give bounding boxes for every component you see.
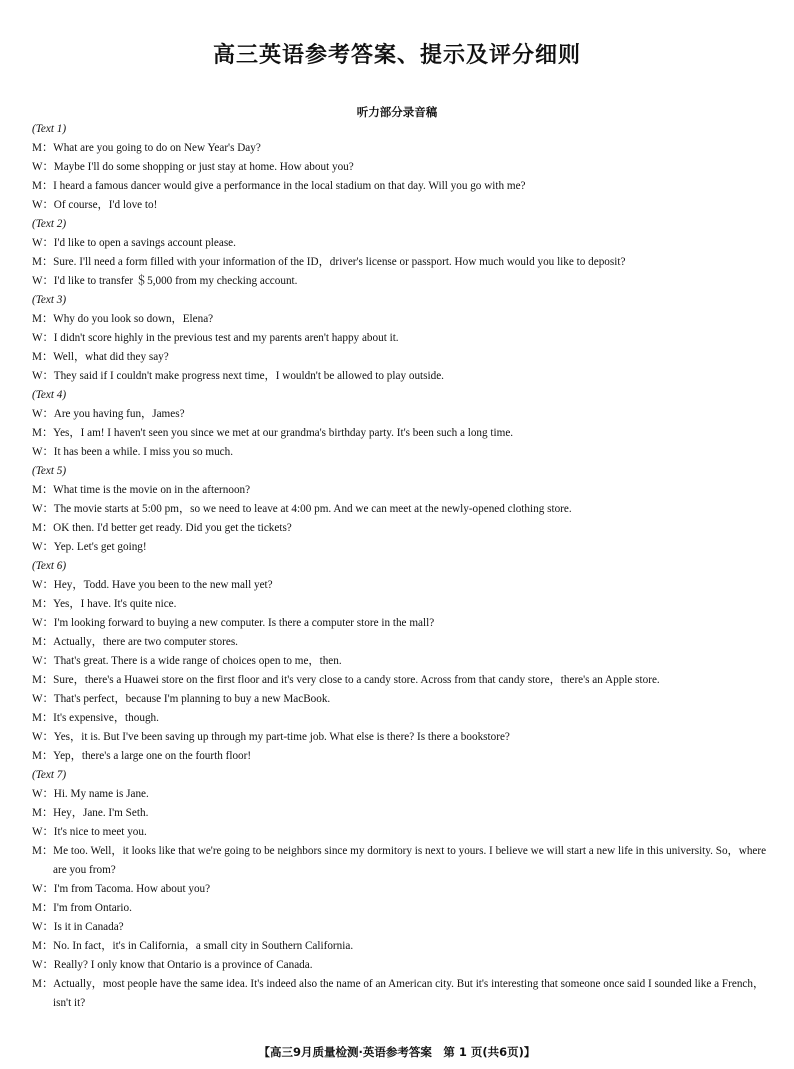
dialogue-line: M：Sure，there's a Huawei store on the first floor and it's very close to a candy store. Across from that candy store，there's an Apple store.: [32, 674, 660, 686]
text-section-header: (Text 2): [32, 218, 67, 230]
dialogue-line: W：That's great. There is a wide range of choices open to me，then.: [32, 655, 342, 667]
text-section-header: (Text 5): [32, 465, 67, 477]
dialogue-line: M：Hey，Jane. I'm Seth.: [32, 807, 149, 819]
dialogue-line: M：Yes，I have. It's quite nice.: [32, 598, 177, 610]
transcript: [32, 120, 772, 1013]
dialogue-line: M：Sure. I'll need a form filled with your information of the ID，driver's license or passport. How much would you like to deposit?: [32, 256, 626, 268]
dialogue-line: W：Yep. Let's get going!: [32, 541, 147, 553]
dialogue-line: W：They said if I couldn't make progress next time，I wouldn't be allowed to play outside.: [32, 370, 444, 382]
dialogue-line: W：Yes，it is. But I've been saving up through my part-time job. What else is there? Is there a bookstore?: [32, 731, 510, 743]
dialogue-line: M：Yes，I am! I haven't seen you since we met at our grandma's birthday party. It's been such a long time.: [32, 427, 514, 439]
dialogue-line: W：Hi. My name is Jane.: [32, 788, 149, 800]
dialogue-line: W：I didn't score highly in the previous test and my parents aren't happy about it.: [32, 332, 399, 344]
dialogue-line: W：I'm looking forward to buying a new computer. Is there a computer store in the mall?: [32, 617, 435, 629]
page-title: 高三英语参考答案、提示及评分细则: [212, 43, 581, 68]
text-section-header: (Text 7): [32, 769, 67, 781]
dialogue-line: M：Me too. Well，it looks like that we're going to be neighbors since my dormitory is next to yours. I believe we will start a new life in this university. So，where are you from?: [32, 845, 767, 876]
dialogue-line: W：That's perfect，because I'm planning to buy a new MacBook.: [32, 693, 331, 705]
dialogue-line: M：Yep，there's a large one on the fourth floor!: [32, 750, 252, 762]
dialogue-line: M：Why do you look so down，Elena?: [32, 313, 214, 325]
dialogue-line: M：I heard a famous dancer would give a performance in the local stadium on that day. Will you go with me?: [32, 180, 526, 192]
dialogue-line: W：I'd like to open a savings account please.: [32, 237, 236, 249]
dialogue-line: W：It has been a while. I miss you so much.: [32, 446, 234, 458]
text-section-header: (Text 6): [32, 560, 67, 572]
dialogue-line: W：The movie starts at 5:00 pm，so we need to leave at 4:00 pm. And we can meet at the newly-opened clothing store.: [32, 503, 572, 515]
dialogue-line: M：It's expensive，though.: [32, 712, 159, 724]
dialogue-line: M：What are you going to do on New Year's Day?: [32, 142, 261, 154]
dialogue-line: M：What time is the movie on in the afternoon?: [32, 484, 251, 496]
dialogue-line: M：Actually，there are two computer stores.: [32, 636, 238, 648]
dialogue-line: W：It's nice to meet you.: [32, 826, 147, 838]
dialogue-line: W：Is it in Canada?: [32, 921, 124, 933]
text-section-header: (Text 1): [32, 123, 67, 135]
dialogue-line: W：Are you having fun，James?: [32, 408, 185, 420]
dialogue-line: W：Maybe I'll do some shopping or just stay at home. How about you?: [32, 161, 354, 173]
text-section-header: (Text 4): [32, 389, 67, 401]
dialogue-line: M：Well，what did they say?: [32, 351, 169, 363]
page-footer: 【高三9月质量检测·英语参考答案 第 1 页(共6页)】: [258, 1045, 536, 1059]
text-section-header: (Text 3): [32, 294, 67, 306]
dialogue-line: W：I'd like to transfer ＄5,000 from my checking account.: [32, 275, 298, 287]
dialogue-line: M：I'm from Ontario.: [32, 902, 132, 914]
dialogue-line: W：Of course，I'd love to!: [32, 199, 158, 211]
dialogue-line: M：No. In fact，it's in California，a small city in Southern California.: [32, 940, 354, 952]
dialogue-line: W：Hey，Todd. Have you been to the new mall yet?: [32, 579, 273, 591]
section-title: 听力部分录音稿: [356, 105, 438, 119]
dialogue-line: W：I'm from Tacoma. How about you?: [32, 883, 211, 895]
dialogue-line: M：Actually，most people have the same idea. It's indeed also the name of an American city. But it's interesting that someone once said I sounded like a French，isn't it?: [32, 978, 765, 1009]
dialogue-line: M：OK then. I'd better get ready. Did you get the tickets?: [32, 522, 292, 534]
dialogue-line: W：Really? I only know that Ontario is a province of Canada.: [32, 959, 313, 971]
